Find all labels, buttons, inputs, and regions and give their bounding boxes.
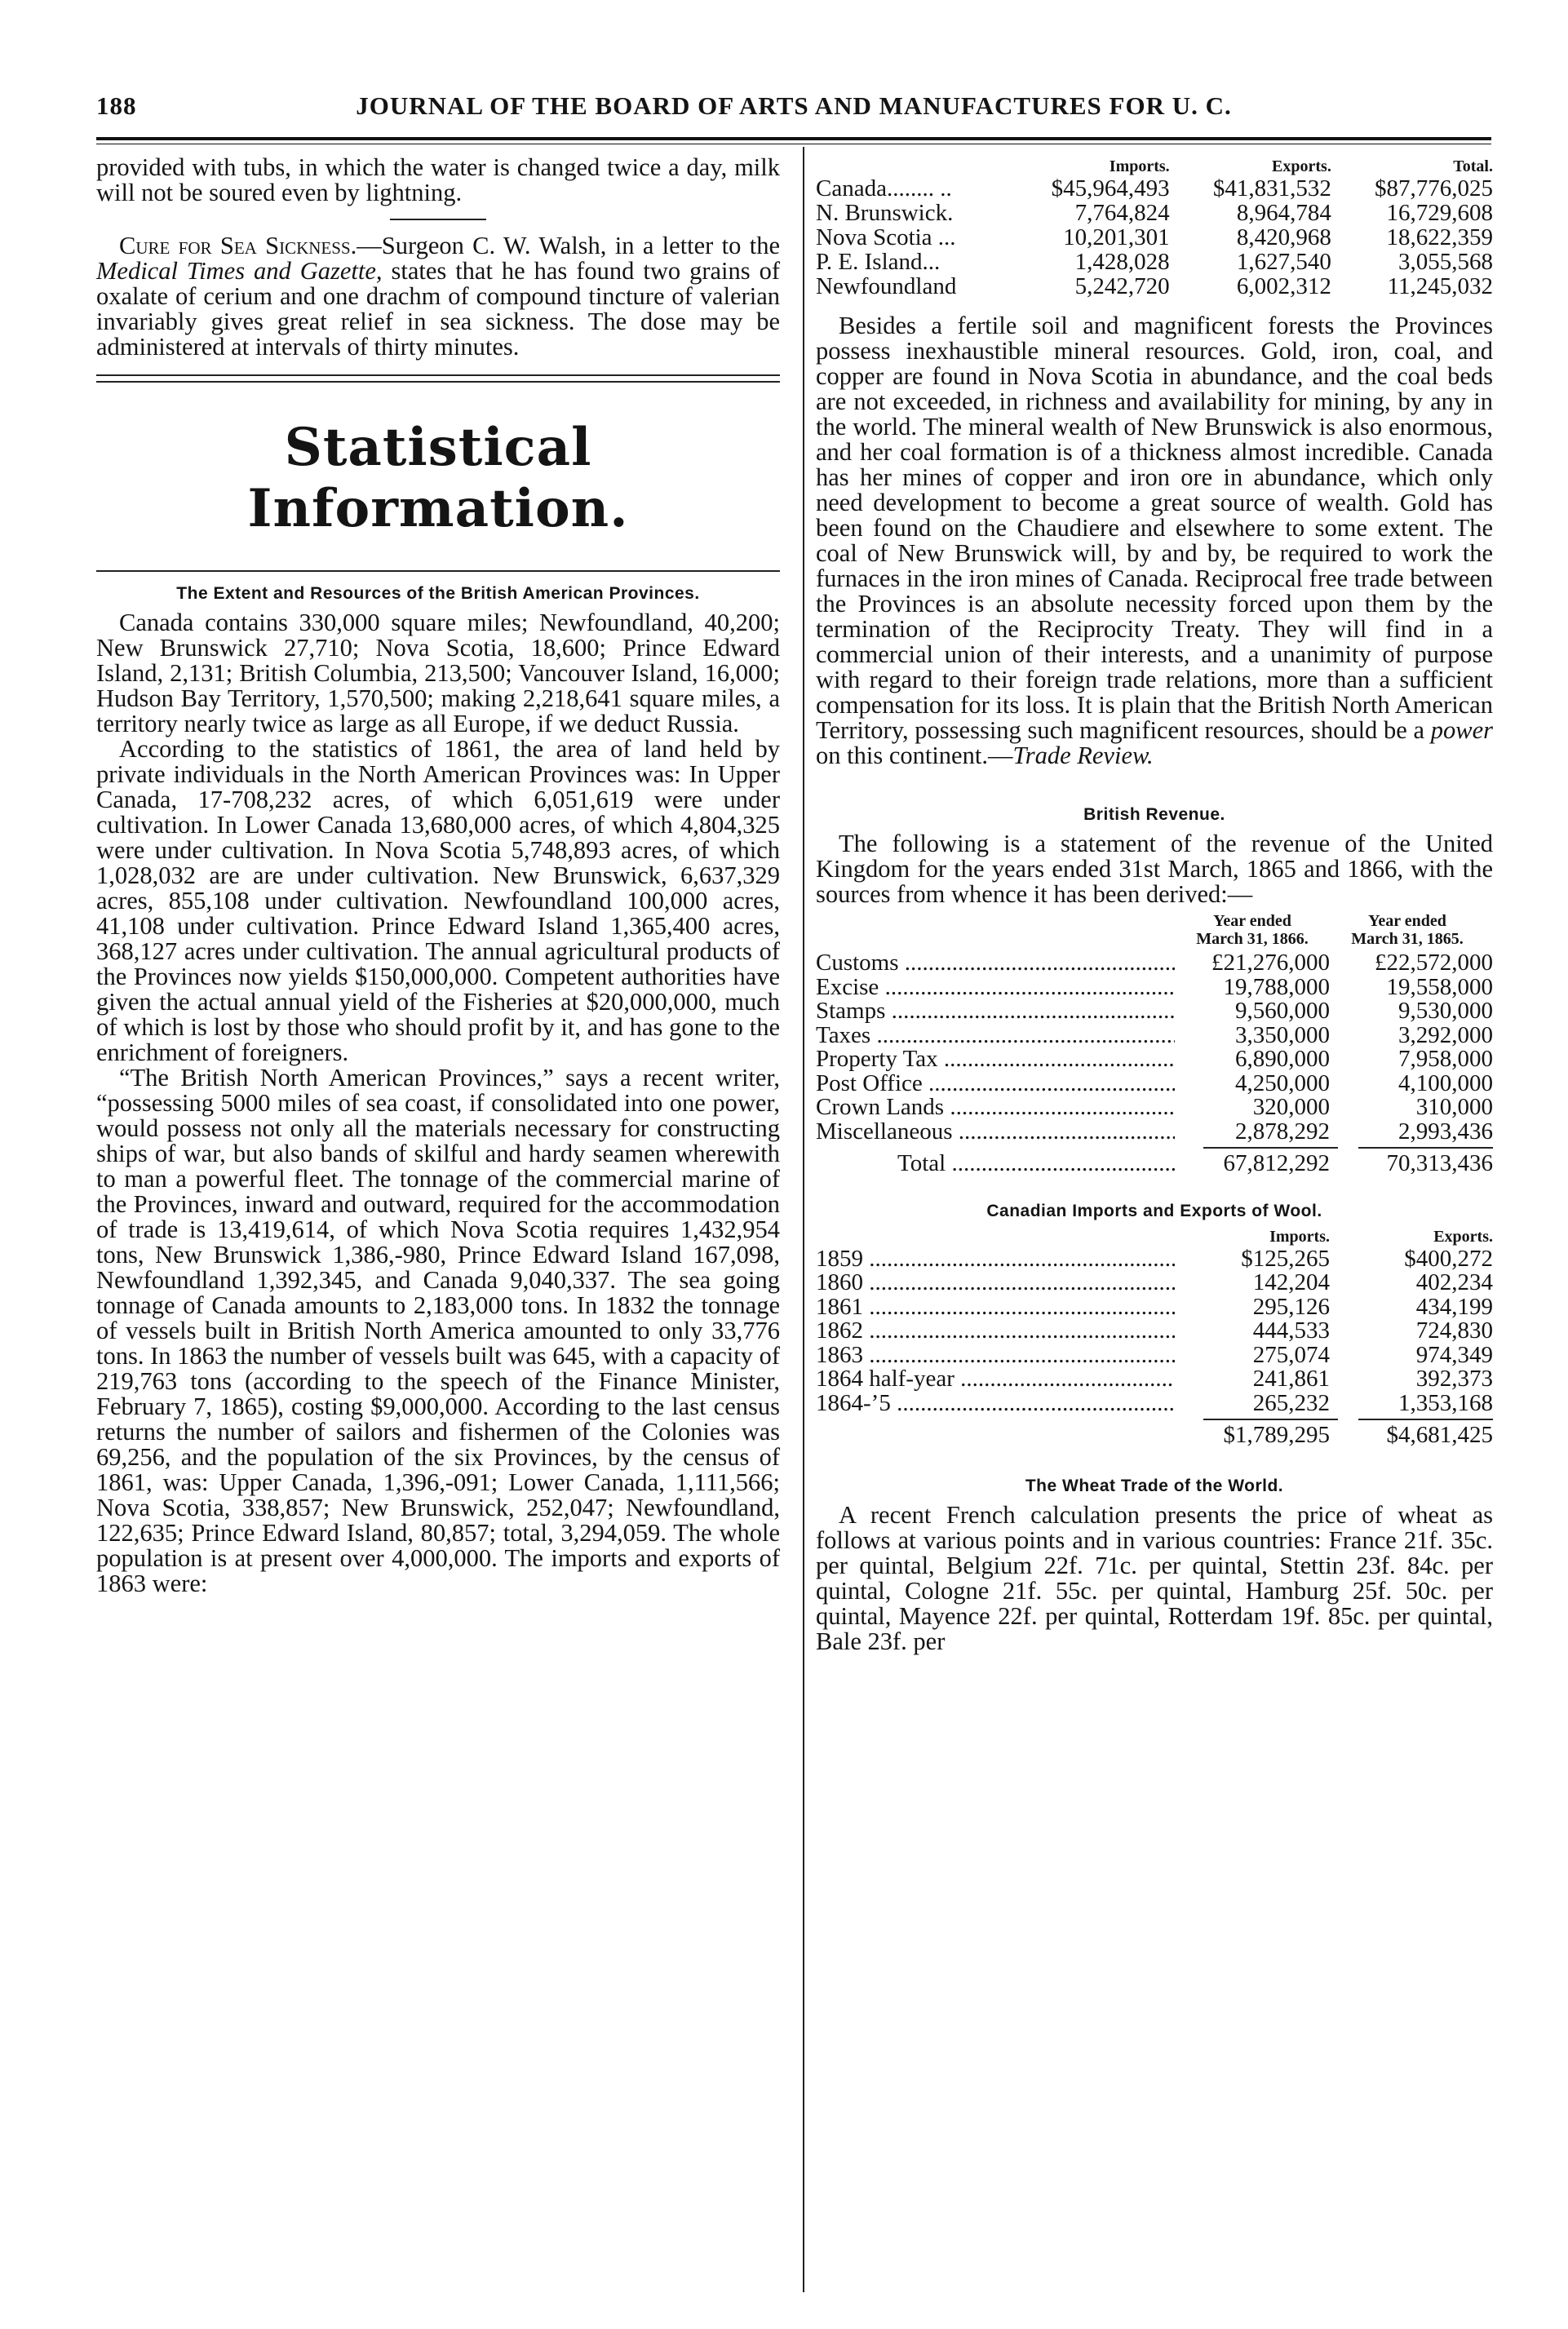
wool-header-imports: Imports.	[1269, 1227, 1330, 1246]
table-row	[816, 1271, 1493, 1295]
running-head	[96, 75, 1491, 124]
wool-imports: 142,204	[1252, 1269, 1330, 1295]
revenue-1866: £21,276,000	[1211, 950, 1330, 976]
revenue-title: British Revenue.	[1083, 805, 1225, 824]
header-total: Total.	[1453, 157, 1493, 175]
wool-exports: 1,353,168	[1398, 1389, 1493, 1416]
revenue-1866: 6,890,000	[1235, 1046, 1330, 1072]
wool-imports: 275,074	[1252, 1341, 1330, 1368]
province-name: Newfoundland	[816, 273, 957, 299]
table-row	[816, 1389, 1493, 1416]
right-column	[816, 155, 1493, 1654]
revenue-1866: 4,250,000	[1235, 1069, 1330, 1096]
wheat-paragraph: A recent French calculation presents the price of wheat as follows at various points and in various countries: France 21f. 35c. per quintal, Belgium 22f. 71c. per quintal, Stettin 23f. 84c. per quintal, Cologne 21f. 55c. per quintal, Hamburg 25f. 50c. per quintal, Mayence 22f. per quintal, Rotterdam 19f. 85c. per quintal, Bale 23f. per	[816, 1500, 1493, 1655]
short-rule	[390, 219, 486, 220]
revenue-1866: 320,000	[1252, 1094, 1330, 1120]
revenue-col1-header-a: Year ended	[1213, 912, 1291, 930]
column-divider	[803, 147, 804, 2292]
revenue-col2-header-a: Year ended	[1368, 912, 1446, 930]
wool-header-exports: Exports.	[1433, 1227, 1493, 1246]
wool-imports: 241,861	[1252, 1366, 1330, 1392]
section-title: Statistical Information.	[247, 417, 629, 539]
sea-sickness-text-a: —Surgeon C. W. Walsh, in a letter to the	[357, 232, 780, 259]
province-name: N. Brunswick.	[816, 200, 954, 226]
resources-text-b: on this continent.—	[816, 742, 1013, 769]
revenue-1865: 7,958,000	[1398, 1046, 1493, 1072]
wool-year: 1860 .....	[816, 1271, 1175, 1295]
exports-value: 8,964,784	[1236, 200, 1331, 226]
revenue-1866: 19,788,000	[1223, 973, 1330, 1000]
province-name: Canada........ ..	[816, 175, 952, 201]
wool-exports: $400,272	[1404, 1245, 1493, 1272]
table-row	[816, 1096, 1493, 1120]
journal-citation: Medical Times and Gazette,	[96, 257, 383, 285]
revenue-source: Post Office .....	[816, 1072, 1175, 1096]
imports-value: 7,764,824	[1074, 200, 1170, 226]
revenue-total-row	[816, 1152, 1493, 1176]
paragraph-area: Canada contains 330,000 square miles; Newfoundland, 40,200; New Brunswick 27,710; Nova Scotia, 18,600; Prince Edward Island, 2,131; British Columbia, 213,500; Vancouver Island, 16,000; Hudson Bay Territory, 1,570,500; making 2,218,641 square miles, a territory nearly twice as large as all Europe, if we deduct Russia.	[96, 609, 780, 737]
paragraph-tubs: provided with tubs, in which the water is changed twice a day, milk will not be soured even by lightning.	[96, 153, 780, 206]
revenue-intro: The following is a statement of the revenue of the United Kingdom for the years ended 31st March, 1865 and 1866, with the sources from whence it has been derived:—	[816, 830, 1493, 908]
revenue-source: Property Tax .....	[816, 1047, 1175, 1072]
revenue-1865: 9,530,000	[1398, 998, 1493, 1024]
paragraph-resources	[816, 313, 1493, 768]
exports-value: 8,420,968	[1236, 224, 1331, 250]
total-value: 16,729,608	[1386, 200, 1493, 226]
wool-year: 1864 half-year .....	[816, 1367, 1175, 1392]
left-column	[96, 155, 780, 1596]
journal-title: JOURNAL OF THE BOARD OF ARTS AND MANUFACTURES FOR U. C.	[356, 91, 1232, 120]
revenue-1865: 310,000	[1415, 1094, 1493, 1120]
revenue-source: Crown Lands .....	[816, 1096, 1175, 1120]
table-row	[816, 225, 1493, 250]
wheat-title: The Wheat Trade of the World.	[1025, 1476, 1284, 1495]
revenue-source: Taxes .....	[816, 1024, 1175, 1048]
table-row	[816, 1367, 1493, 1392]
wool-exports: 402,234	[1415, 1269, 1493, 1295]
wool-year: 1864-’5 .....	[816, 1392, 1175, 1416]
table-row	[816, 1120, 1493, 1145]
imports-value: $45,964,493	[1051, 175, 1170, 201]
wool-title: Canadian Imports and Exports of Wool.	[986, 1201, 1322, 1220]
table-row	[816, 1295, 1493, 1320]
total-value: $87,776,025	[1375, 175, 1493, 201]
header-rule	[96, 137, 1491, 140]
revenue-table	[816, 951, 1493, 1176]
revenue-1865: 4,100,000	[1398, 1069, 1493, 1096]
sea-sickness-text-b: states that he has found two grains of oxalate of cerium and one drachm of compound tincture of valerian invariably gives great relief in sea sickness. The dose may be administered at intervals of thirty minutes.	[96, 257, 780, 361]
wool-table	[816, 1247, 1493, 1448]
table-row	[816, 951, 1493, 976]
page-number: 188	[96, 91, 137, 120]
table-row	[816, 201, 1493, 225]
revenue-col1-header-b: March 31, 1866.	[1196, 930, 1309, 948]
resources-source: Trade Review.	[1012, 742, 1154, 769]
wool-exports: 974,349	[1415, 1341, 1493, 1368]
revenue-1866: 9,560,000	[1235, 998, 1330, 1024]
table-row	[816, 1341, 1493, 1368]
table-row	[816, 1069, 1493, 1096]
paragraph-statistics: According to the statistics of 1861, the area of land held by private individuals in the North American Provinces was: In Upper Canada, 17-708,232 acres, of which 6,051,619 were under cultivation. In Lower Canada 13,680,000 acres, of which 4,804,325 were under cultivation. In Nova Scotia 5,748,893 acres, of which 1,028,032 are are under cultivation. New Brunswick, 6,637,329 acres, 855,108 under cultivation. Newfoundland 100,000 acres, 41,108 under cultivation. Prince Edward Island 1,365,400 acres, 368,127 acres under cultivation. The annual agricultural products of the Provinces now yields $150,000,000. Competent authorities have given the actual annual yield of the Fisheries at $20,000,000, much of which is lost by those who should profit by it, and has gone to the enrichment of foreigners.	[96, 735, 780, 1066]
table-row	[816, 999, 1493, 1024]
revenue-source: Excise .....	[816, 976, 1175, 1000]
table-row	[816, 176, 1493, 201]
wool-total-exports: $4,681,425	[1386, 1422, 1493, 1448]
revenue-1866: 3,350,000	[1235, 1021, 1330, 1048]
paragraph-sea-sickness	[96, 233, 780, 360]
wool-imports: 295,126	[1252, 1293, 1330, 1320]
revenue-total-1865: 70,313,436	[1386, 1150, 1493, 1176]
wool-table-header	[816, 1228, 1493, 1246]
revenue-total-1866: 67,812,292	[1223, 1150, 1330, 1176]
wool-year: 1861 .....	[816, 1295, 1175, 1320]
wool-imports: $125,265	[1241, 1245, 1330, 1272]
exports-value: 6,002,312	[1236, 273, 1331, 299]
sea-sickness-heading: Cure for Sea Sickness.	[119, 232, 357, 259]
exports-value: 1,627,540	[1236, 249, 1331, 275]
wool-exports: 724,830	[1415, 1317, 1493, 1344]
wool-total-row	[816, 1424, 1493, 1448]
wool-year: 1859 .....	[816, 1247, 1175, 1272]
revenue-sum-rule	[816, 1147, 1493, 1149]
revenue-table-header	[816, 912, 1493, 948]
wool-sum-rule	[816, 1419, 1493, 1420]
revenue-1865: 2,993,436	[1398, 1118, 1493, 1145]
table-row	[816, 1021, 1493, 1048]
total-value: 3,055,568	[1398, 249, 1493, 275]
wool-year: 1862 .....	[816, 1319, 1175, 1344]
header-imports: Imports.	[1109, 157, 1170, 175]
revenue-source: Miscellaneous .....	[816, 1120, 1175, 1145]
province-name: Nova Scotia ...	[816, 224, 956, 250]
header-exports: Exports.	[1272, 157, 1331, 175]
wool-exports: 434,199	[1415, 1293, 1493, 1320]
revenue-source: Stamps .....	[816, 999, 1175, 1024]
revenue-1865: 19,558,000	[1386, 973, 1493, 1000]
imports-value: 5,242,720	[1074, 273, 1170, 299]
section-rule	[96, 570, 780, 572]
resources-emphasis: power	[1430, 716, 1493, 744]
total-value: 11,245,032	[1387, 273, 1493, 299]
revenue-1865: £22,572,000	[1375, 950, 1493, 976]
total-value: 18,622,359	[1386, 224, 1493, 250]
revenue-total-label: Total .....	[816, 1152, 1175, 1176]
paragraph-tonnage: “The British North American Provinces,” says a recent writer, “possessing 5000 miles of sea coast, if consolidated into one power, would possess not only all the materials necessary for constructing ships of war, but also bands of skilful and hardy seamen wherewith to man a powerful fleet. The tonnage of the commercial marine of the Provinces, inward and outward, required for the accommodation of trade is 13,419,614, of which Nova Scotia requires 1,432,954 tons, New Brunswick 1,386,-980, Prince Edward Island 167,098, Newfoundland 1,392,345, and Canada 9,040,337. The sea going tonnage of Canada amounts to 2,183,000 tons. In 1832 the tonnage of vessels built in British North America amounted to only 33,776 tons. In 1863 the number of vessels built was 645, with a capacity of 219,763 tons (according to the speech of the Finance Minister, February 7, 1865), costing $9,000,000. According to the last census returns the number of sailors and fishermen of the Colonies was 69,256, and the population of the six Provinces, by the census of 1861, was: Upper Canada, 1,396,-091; Lower Canada, 1,111,566; Nova Scotia, 338,857; New Brunswick, 252,047; Newfoundland, 122,635; Prince Edward Island, 80,857; total, 3,294,059. The whole population is at present over 4,000,000. The imports and exports of 1863 were:	[96, 1064, 780, 1597]
revenue-1866: 2,878,292	[1235, 1118, 1330, 1145]
province-name: P. E. Island...	[816, 249, 941, 275]
wool-exports: 392,373	[1415, 1366, 1493, 1392]
revenue-col2-header-b: March 31, 1865.	[1351, 930, 1464, 948]
revenue-source: Customs .....	[816, 951, 1175, 976]
table-row	[816, 1047, 1493, 1072]
table-row	[816, 973, 1493, 1000]
table-row	[816, 1319, 1493, 1344]
table-row	[816, 1247, 1493, 1272]
table-row	[816, 274, 1493, 299]
wool-total-imports: $1,789,295	[1223, 1422, 1330, 1448]
imports-value: 1,428,028	[1074, 249, 1170, 275]
exports-value: $41,831,532	[1212, 175, 1331, 201]
wool-year: 1863 .....	[816, 1344, 1175, 1368]
revenue-1865: 3,292,000	[1398, 1021, 1493, 1048]
section-double-rule	[96, 374, 780, 383]
resources-text-a: Besides a fertile soil and magnificent forests the Provinces possess inexhaustible mineral resources. Gold, iron, coal, and copper are found in Nova Scotia in abundance, and the coal beds are not exceeded, in richness and availability for mining, by any in the world. The mineral wealth of New Brunswick is also enormous, and her coal formation is of a thickness almost incredible. Canada has her mines of copper and iron ore in abundance, which only need development to become a great source of wealth. Gold has been found on the Chaudiere and elsewhere to some extent. The coal of New Brunswick will, by and by, be required to work the furnaces in the iron mines of Canada. Reciprocal free trade between the Provinces is an absolute necessity forced upon them by the termination of the Reciprocity Treaty. They will find in a commercial union of their interests, and a unanimity of purpose with regard to their foreign trade relations, more than a sufficient compensation for its loss. It is plain that the British North American Territory, possessing such magnificent resources, should be a	[816, 312, 1493, 744]
trade-table	[816, 155, 1493, 299]
article-title: The Extent and Resources of the British American Provinces.	[176, 584, 700, 603]
wool-imports: 444,533	[1252, 1317, 1330, 1344]
imports-value: 10,201,301	[1063, 224, 1170, 250]
trade-table-header	[816, 155, 1493, 176]
wool-imports: 265,232	[1252, 1389, 1330, 1416]
table-row	[816, 250, 1493, 274]
